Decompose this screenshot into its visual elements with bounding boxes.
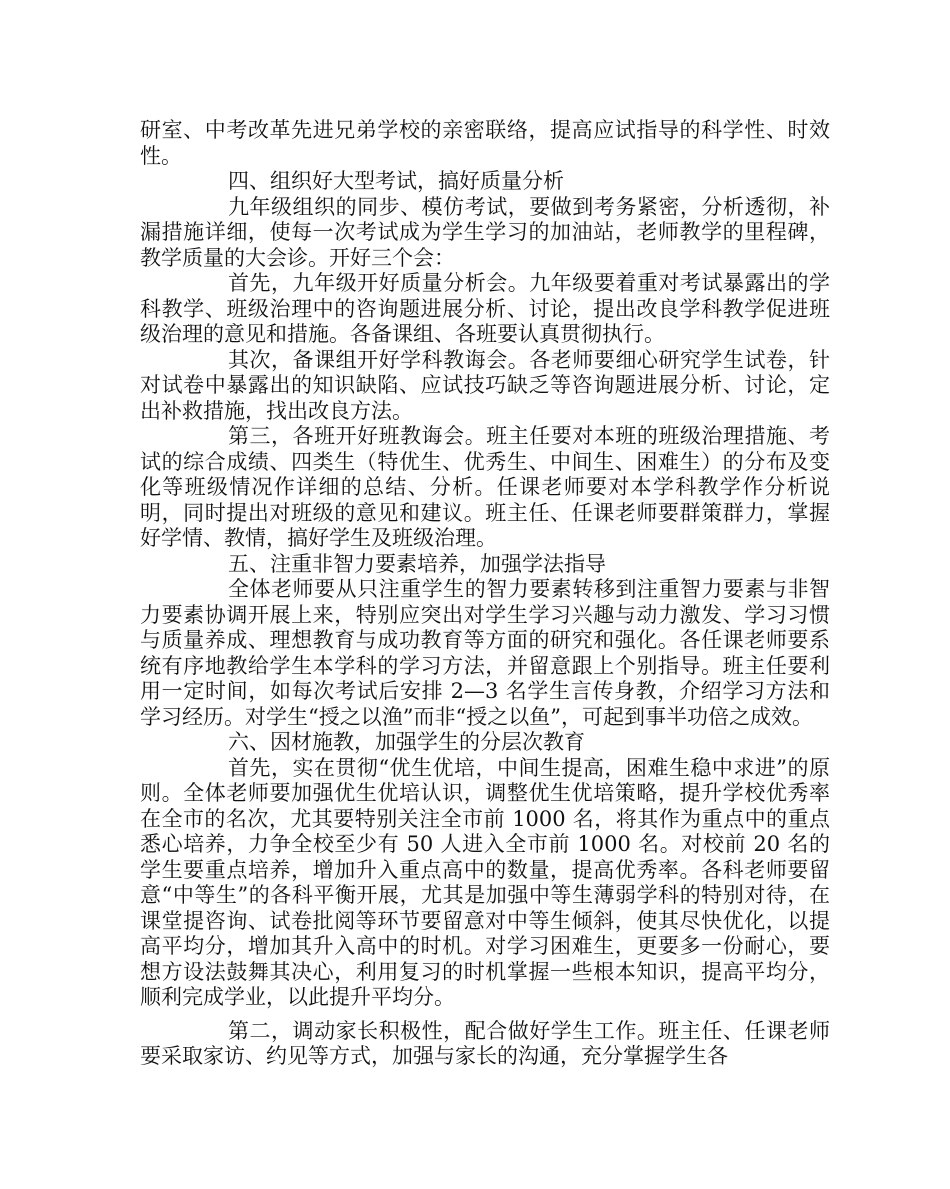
paragraph-exams: 九年级组织的同步、模仿考试，要做到考务紧密，分析透彻，补漏措施详细，使每一次考试成为学生学习的加油站，老师教学的里程碑，教学质量的大会诊。开好三个会： [140,194,830,270]
section-heading-6: 六、因材施教，加强学生的分层次教育 [228,730,585,754]
paragraph-third-meeting: 第三，各班开好班教诲会。班主任要对本班的班级治理措施、考试的综合成绩、四类生（特优生、优秀生、中间生、困难生）的分布及变化等班级情况作详细的总结、分析。任课老师要对本学科教学作分析说明，同时提出对班级的意见和建议。班主任、任课老师要群策群力，掌握好学情、教情，搞好学生及班级治理。 [140,424,830,550]
paragraph-tiered-second: 第二，调动家长积极性，配合做好学生工作。班主任、任课老师要采取家访、约见等方式，加强与家长的沟通，充分掌握学生各 [140,1018,830,1068]
paragraph-non-intellectual: 全体老师要从只注重学生的智力要素转移到注重智力要素与非智力要素协调开展上来，特别应突出对学生学习兴趣与动力激发、学习习惯与质量养成、理想教育与成功教育等方面的研究和强化。各任课老师要系统有序地教给学生本学科的学习方法，并留意跟上个别指导。班主任要利用一定时间，如每次考试后安排 2—3 名学生言传身教，介绍学习方法和学习经历。对学生“授之以渔”而非“授之以鱼”，可起到事半功倍之成效。 [140,577,830,729]
paragraph-tiered-first: 首先，实在贯彻“优生优培，中间生提高，困难生稳中求进”的原则。全体老师要加强优生优培认识，调整优生优培策略，提升学校优秀率在全市的名次，尤其要特别关注全市前 1000 名，将其作为重点中的重点悉心培养，力争全校至少有 50 人进入全市前 1000 名。对校前 20 名的学生要重点培养，增加升入重点高中的数量，提高优秀率。各科老师要留意“中等生”的各科平衡开展，尤其是加强中等生薄弱学科的特别对待，在课堂提咨询、试卷批阅等环节要留意对中等生倾斜，使其尽快优化，以提高平均分，增加其升入高中的时机。对学习困难生，更要多一份耐心，要想方设法鼓舞其决心，利用复习的时机掌握一些根本知识，提高平均分，顺利完成学业，以此提升平均分。 [140,755,830,1009]
section-heading-5: 五、注重非智力要素培养，加强学法指导 [228,551,606,576]
section-heading-4: 四、组织好大型考试，搞好质量分析 [228,169,564,193]
paragraph-first-meeting: 首先，九年级开好质量分析会。九年级要着重对考试暴露出的学科教学、班级治理中的咨询题进展分析、讨论，提出改良学科教学促进班级治理的意见和措施。各备课组、各班要认真贯彻执行。 [140,271,830,346]
paragraph-continuation: 研室、中考改革先进兄弟学校的亲密联络，提高应试指导的科学性、时效性。 [140,118,830,168]
paragraph-second-meeting: 其次，备课组开好学科教诲会。各老师要细心研究学生试卷，针对试卷中暴露出的知识缺陷、应试技巧缺乏等咨询题进展分析、讨论，定出补救措施，找出改良方法。 [140,347,830,423]
document-body [140,118,830,1070]
